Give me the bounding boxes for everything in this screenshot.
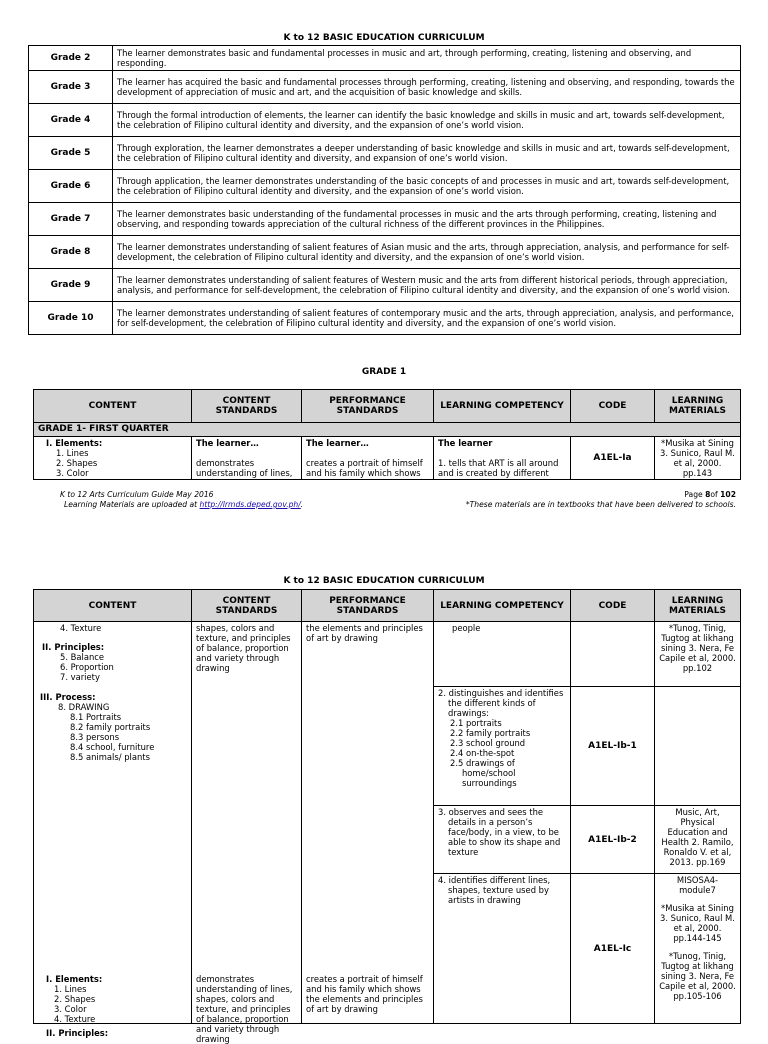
- grade1-table-page1: [33, 389, 741, 480]
- lrmds-link[interactable]: http://lrmds.deped.gov.ph/: [199, 500, 301, 509]
- grade-label: Grade 9: [29, 269, 113, 302]
- document-title: K to 12 BASIC EDUCATION CURRICULUM: [283, 33, 485, 43]
- grade-row: [29, 104, 741, 137]
- process-item: 8.1 Portraits: [70, 712, 122, 722]
- grade1-table-page2: [33, 589, 741, 1044]
- lc-c-text: 3. observes and sees the details in a person’s face/body, in a view, to be able to show its shape and texture: [438, 807, 561, 857]
- page-number: 8: [705, 490, 711, 499]
- process-item: 8.5 animals/ plants: [70, 752, 150, 762]
- header-content: CONTENT: [34, 590, 192, 622]
- cs-heading: The learner…: [196, 438, 259, 448]
- principle-item: 5. Balance: [60, 652, 105, 662]
- header-learning-competency: LEARNING COMPETENCY: [434, 590, 571, 622]
- lc-b-item: 2.4 on-the-spot: [450, 748, 515, 758]
- grade-statement: Through the formal introduction of elements, the learner can identify the basic knowledge and skills in music and art, towards self-development, the celebration of Filipino cultural identity and diversity, and the expansion of one’s world vision.: [113, 104, 741, 137]
- header-code: CODE: [571, 590, 655, 622]
- grade-label: Grade 10: [29, 302, 113, 335]
- code-cell-d: A1EL-Ic: [571, 874, 655, 1024]
- grade-row: [29, 236, 741, 269]
- grade-statement: The learner demonstrates understanding of salient features of Western music and the arts from different historical periods, through appreciation, analysis, and performance for self-development, the celebration of Filipino cultural identity and diversity, and the expansion of one’s world vision.: [113, 269, 741, 302]
- grade-label: Grade 2: [29, 46, 113, 71]
- mat-d3: *Tunog, Tinig, Tugtog at likhang sining 3. Nera, Fe Capile et al, 2000. pp.105-106: [659, 951, 736, 1001]
- lc-text: 1. tells that ART is all around and is created by different: [438, 458, 559, 478]
- mat-d1: MISOSA4-module7: [676, 875, 719, 895]
- ps-text-a: the elements and principles of art by drawing: [306, 623, 423, 643]
- lc-cell-a: people: [434, 622, 571, 687]
- grade-label: Grade 3: [29, 71, 113, 104]
- cs-text-a: shapes, colors and texture, and principles of balance, proportion and variety through drawing: [196, 623, 291, 673]
- content-item: 3. Color: [56, 468, 89, 478]
- lc-heading: The learner: [438, 438, 493, 448]
- principle-item: 7. variety: [60, 672, 100, 682]
- grade-statement: Through application, the learner demonstrates understanding of the basic concepts of and processes in music and art, towards self-development, the celebration of Filipino cultural identity and diversity, and the expansion of one’s world vision.: [113, 170, 741, 203]
- principles-heading: II. Principles:: [42, 642, 105, 652]
- lc-b-item: 2.1 portraits: [450, 718, 502, 728]
- grade-label: Grade 7: [29, 203, 113, 236]
- code-cell: A1EL-Ia: [571, 437, 655, 480]
- materials-cell-d: [655, 874, 741, 1024]
- process-sub: 8. DRAWING: [58, 702, 110, 712]
- header-learning-materials: LEARNING MATERIALS: [655, 390, 741, 423]
- content-cell: [34, 437, 192, 480]
- lc-cell-b: [434, 687, 571, 806]
- grade-label: Grade 6: [29, 170, 113, 203]
- footer-guide: K to 12 Arts Curriculum Guide May 2016: [60, 490, 214, 499]
- grade-row: [29, 170, 741, 203]
- footer-page: [684, 490, 736, 499]
- element-item: 2. Shapes: [54, 994, 96, 1004]
- grade-statement: The learner demonstrates basic and fundamental processes in music and art, through performing, creating, listening and observing, and responding.: [113, 46, 741, 71]
- mat-d2: *Musika at Sining 3. Sunico, Raul M. et al, 2000. pp.144-145: [660, 903, 735, 943]
- grade-row: [29, 137, 741, 170]
- grade-statement: Through exploration, the learner demonstrates a deeper understanding of basic knowledge and skills in music and art, towards self-development, the celebration of Filipino cultural identity and diversity, and expansion of one’s world vision.: [113, 137, 741, 170]
- content-standards-cell: [192, 437, 302, 480]
- materials-cell-c: Music, Art, Physical Education and Health 2. Ramilo, Ronaldo V. et al, 2013. pp.169: [655, 806, 741, 874]
- materials-cell-a: *Tunog, Tinig, Tugtog at likhang sining 3. Nera, Fe Capile et al, 2000. pp.102: [655, 622, 741, 687]
- performance-standards-cell: [302, 437, 434, 480]
- materials-cell: *Musika at Sining 3. Sunico, Raul M. et al, 2000. pp.143: [655, 437, 741, 480]
- grade-row: [29, 203, 741, 236]
- element-item: 4. Texture: [54, 1014, 96, 1024]
- content-item: 2. Shapes: [56, 458, 98, 468]
- grade-row: [29, 269, 741, 302]
- grade-row: [29, 302, 741, 335]
- header-code: CODE: [571, 390, 655, 423]
- lc-b-item: 2.5 drawings of home/school surroundings: [450, 758, 517, 788]
- process-item: 8.3 persons: [70, 732, 120, 742]
- lc-cell-d: [434, 874, 571, 1024]
- learning-competency-cell: [434, 437, 571, 480]
- header-learning-materials: LEARNING MATERIALS: [655, 590, 741, 622]
- lc-cell-c: [434, 806, 571, 874]
- header-content-standards: CONTENT STANDARDS: [192, 590, 302, 622]
- code-cell-b: A1EL-Ib-1: [571, 687, 655, 806]
- cs-text-b: demonstrates understanding of lines, shapes, colors and texture, and principles of balance, proportion and variety through drawing: [196, 974, 293, 1044]
- process-item: 8.2 family portraits: [70, 722, 151, 732]
- page-total: 102: [720, 490, 736, 499]
- grade-row: [29, 46, 741, 71]
- grade-statement: The learner demonstrates understanding of salient features of contemporary music and the arts, through appreciation, analysis, and performance, for self-development, the celebration of Filipino cultural identity and diversity, and the expansion of one’s world vision.: [113, 302, 741, 335]
- grade-label: Grade 4: [29, 104, 113, 137]
- header-content: CONTENT: [34, 390, 192, 423]
- materials-cell-b: [655, 687, 741, 806]
- elements-heading: I. Elements:: [46, 974, 103, 984]
- principle-item: 6. Proportion: [60, 662, 114, 672]
- element-item: 1. Lines: [54, 984, 87, 994]
- header-content-standards: CONTENT STANDARDS: [192, 390, 302, 423]
- header-performance-standards: PERFORMANCE STANDARDS: [302, 590, 434, 622]
- header-learning-competency: LEARNING COMPETENCY: [434, 390, 571, 423]
- page-of: of: [710, 490, 721, 499]
- grade1-title: GRADE 1: [361, 367, 407, 377]
- quarter-label: GRADE 1- FIRST QUARTER: [34, 423, 741, 437]
- content-item: 4. Texture: [60, 623, 102, 633]
- cs-text: demonstrates understanding of lines,: [196, 458, 293, 478]
- footer-uploaded: [64, 500, 303, 509]
- content-item: 1. Lines: [56, 448, 89, 458]
- lc-d-text: 4. identifies different lines, shapes, texture used by artists in drawing: [438, 875, 551, 905]
- ps-text: creates a portrait of himself and his family which shows: [306, 458, 423, 478]
- grade-standards-table: [28, 45, 741, 335]
- code-cell-a: [571, 622, 655, 687]
- grade-statement: The learner has acquired the basic and fundamental processes through performing, creating, listening and observing, and responding, towards the development of appreciation of music and art, and the acquisition of basic knowledge and skills.: [113, 71, 741, 104]
- ps-heading: The learner…: [306, 438, 369, 448]
- ps-text-b: creates a portrait of himself and his family which shows the elements and principles of art by drawing: [306, 974, 423, 1014]
- lc-b-item: 2.2 family portraits: [450, 728, 531, 738]
- footer-uploaded-prefix: Learning Materials are uploaded at: [64, 500, 200, 509]
- page-prefix: Page: [684, 490, 706, 499]
- header-performance-standards: PERFORMANCE STANDARDS: [302, 390, 434, 423]
- footer-uploaded-suffix: .: [300, 500, 304, 509]
- document-title-page2: K to 12 BASIC EDUCATION CURRICULUM: [283, 576, 485, 586]
- lc-b-item: 2.3 school ground: [450, 738, 526, 748]
- process-heading: III. Process:: [40, 692, 96, 702]
- principles-heading-2: II. Principles:: [46, 1028, 109, 1038]
- grade-label: Grade 5: [29, 137, 113, 170]
- performance-standards-cell-page2: [302, 622, 434, 1024]
- content-heading: I. Elements:: [46, 438, 103, 448]
- element-item: 3. Color: [54, 1004, 87, 1014]
- content-cell-page2: [34, 622, 192, 1038]
- grade-statement: The learner demonstrates understanding of salient features of Asian music and the arts, through appreciation, analysis, and performance for self-development, the celebration of Filipino cultural identity and diversity, and the expansion of one’s world vision.: [113, 236, 741, 269]
- footer-note: *These materials are in textbooks that have been delivered to schools.: [465, 500, 736, 509]
- lc-b-text: 2. distinguishes and identifies the different kinds of drawings:: [438, 688, 564, 718]
- process-item: 8.4 school, furniture: [70, 742, 155, 752]
- grade-statement: The learner demonstrates basic understanding of the fundamental processes in music and the arts through performing, creating, listening and observing, and responding towards appreciation of the cultural richness of the different provinces in the Philippines.: [113, 203, 741, 236]
- grade-row: [29, 71, 741, 104]
- grade-label: Grade 8: [29, 236, 113, 269]
- content-standards-cell-page2: [192, 622, 302, 1044]
- code-cell-c: A1EL-Ib-2: [571, 806, 655, 874]
